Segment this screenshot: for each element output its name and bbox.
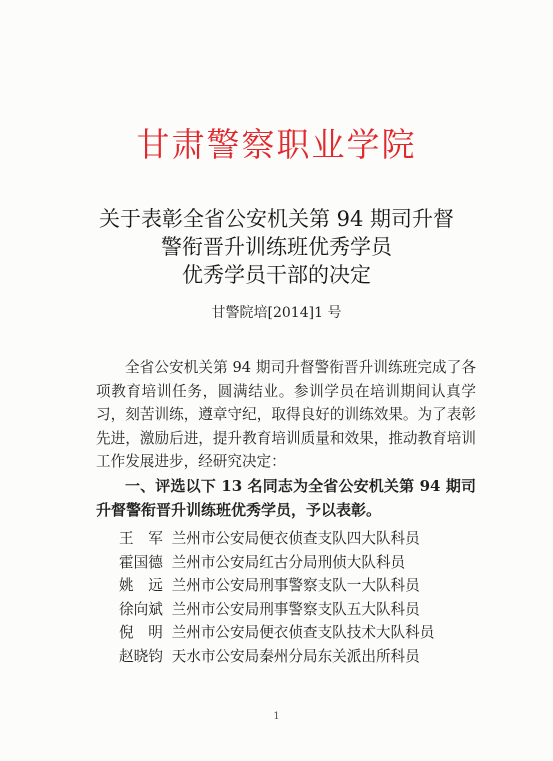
awardee-name: 赵晓钧 xyxy=(119,647,163,665)
body-paragraph-2: 一、评选以下 13 名同志为全省公安机关第 94 期司升督警衔晋升训练班优秀学员，予以表彰。 xyxy=(96,477,476,519)
list-item xyxy=(119,598,434,622)
body-paragraph-1: 全省公安机关第 94 期司升督警衔晋升训练班完成了各项教育培训任务，圆满结业。参训学员在培训期间认真学习，刻苦训练，遵章守纪，取得良好的训练效果。为了表彰先进，激励后进，提升教育培训质量和效果，推动教育培训工作发展进步，经研究决定： xyxy=(96,359,476,471)
list-item xyxy=(119,621,434,645)
list-item xyxy=(119,551,434,575)
list-item xyxy=(119,645,434,669)
list-item xyxy=(119,527,434,551)
document-number: 甘警院培[2014]1 号 xyxy=(211,305,342,321)
list-item xyxy=(119,574,434,598)
awardee-name: 姚 远 xyxy=(119,577,163,595)
institution-header: 甘肃警察职业学院 xyxy=(136,125,417,164)
awardee-unit: 兰州市公安局便衣侦查支队技术大队科员 xyxy=(171,624,435,642)
awardee-name: 倪 明 xyxy=(119,624,163,642)
page-number: 1 xyxy=(273,711,280,722)
title-line-2: 警衔晋升训练班优秀学员 xyxy=(161,235,392,259)
awardee-unit: 天水市公安局秦州分局东关派出所科员 xyxy=(171,647,420,665)
awardee-unit: 兰州市公安局便衣侦查支队四大队科员 xyxy=(171,530,420,547)
awardee-list xyxy=(119,527,434,669)
awardee-unit: 兰州市公安局红古分局刑侦大队科员 xyxy=(171,553,406,571)
title-line-1: 关于表彰全省公安机关第 94 期司升督 xyxy=(98,207,455,231)
awardee-name: 霍国德 xyxy=(119,553,163,571)
document-title xyxy=(0,205,553,289)
awardee-unit: 兰州市公安局刑事警察支队一大队科员 xyxy=(171,577,420,595)
awardee-name: 徐向斌 xyxy=(119,600,163,618)
title-line-3: 优秀学员干部的决定 xyxy=(182,263,371,287)
awardee-unit: 兰州市公安局刑事警察支队五大队科员 xyxy=(171,600,420,618)
awardee-name: 王 军 xyxy=(119,530,163,547)
